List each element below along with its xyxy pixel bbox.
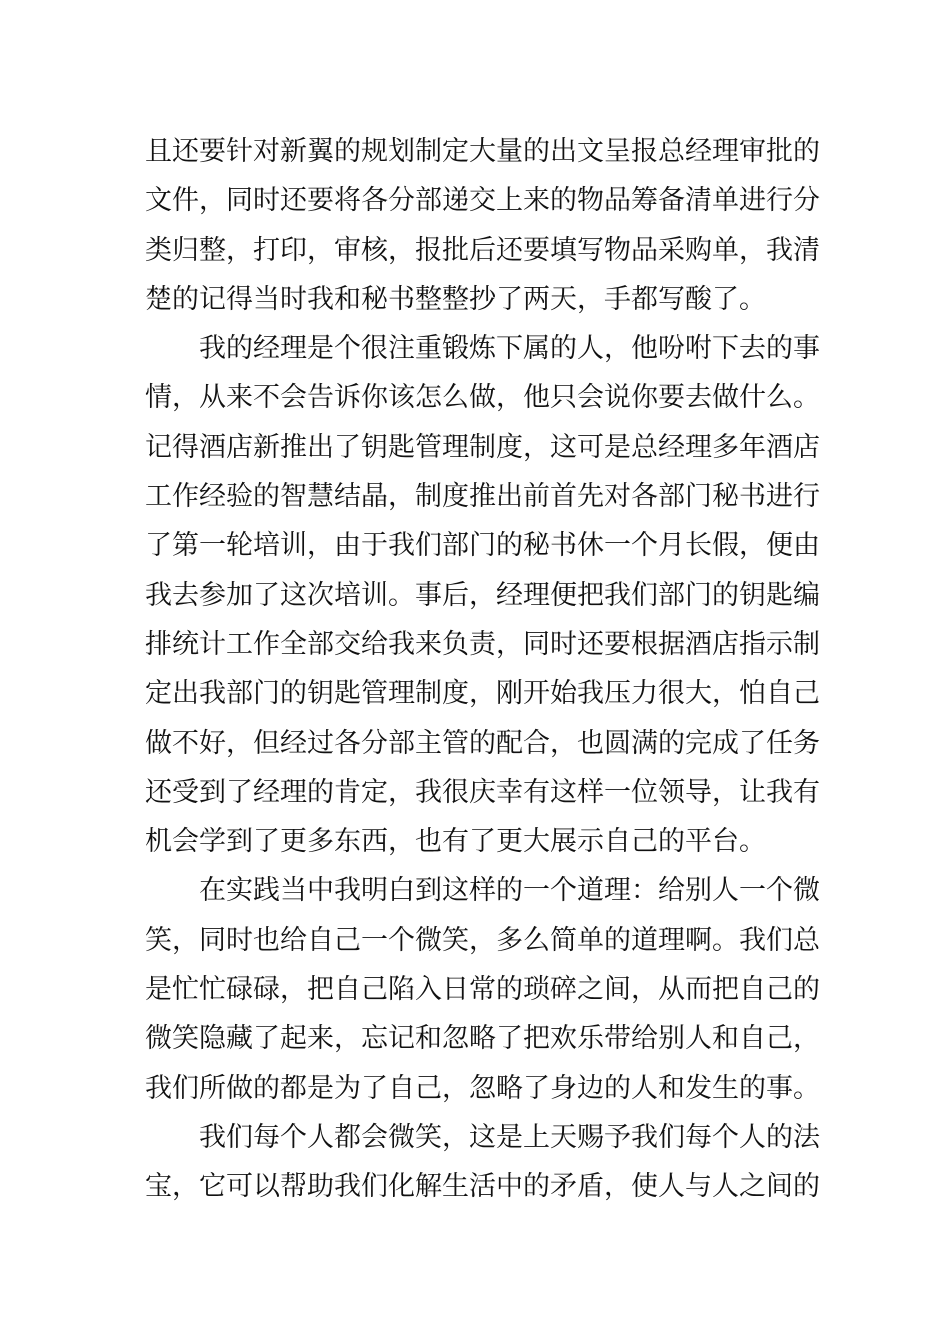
paragraph-first-line: 在实践当中我明白到这样的一个道理：给别人一个微 [199, 875, 820, 907]
paragraph-first-line: 我们每个人都会微笑，这是上天赐予我们每个人的法 [199, 1121, 820, 1153]
text-line: 且还要针对新翼的规划制定大量的出文呈报总经理审批的 [145, 136, 820, 167]
text-line: 记得酒店新推出了钥匙管理制度，这可是总经理多年酒店 [145, 431, 820, 463]
text-line: 还受到了经理的肯定，我很庆幸有这样一位领导，让我有 [145, 776, 820, 808]
body-text [145, 127, 820, 1212]
text-line: 定出我部门的钥匙管理制度，刚开始我压力很大，怕自己 [145, 678, 820, 710]
text-line: 类归整，打印，审核，报批后还要填写物品采购单，我清 [145, 234, 820, 266]
text-line: 文件，同时还要将各分部递交上来的物品筹备清单进行分 [145, 185, 820, 217]
text-line: 做不好，但经过各分部主管的配合，也圆满的完成了任务 [145, 727, 820, 759]
text-line: 宝，它可以帮助我们化解生活中的矛盾，使人与人之间的 [145, 1171, 820, 1203]
text-line: 情，从来不会告诉你该怎么做，他只会说你要去做什么。 [145, 382, 820, 414]
text-line: 了第一轮培训，由于我们部门的秘书休一个月长假，便由 [145, 530, 820, 562]
text-line: 机会学到了更多东西，也有了更大展示自己的平台。 [145, 826, 766, 858]
paragraph-first-line: 我的经理是个很注重锻炼下属的人，他吩咐下去的事 [199, 333, 820, 365]
text-line: 是忙忙碌碌，把自己陷入日常的琐碎之间，从而把自己的 [145, 974, 820, 1006]
text-line: 楚的记得当时我和秘书整整抄了两天，手都写酸了。 [145, 283, 766, 315]
text-line: 排统计工作全部交给我来负责，同时还要根据酒店指示制 [145, 628, 820, 660]
text-line: 微笑隐藏了起来，忘记和忽略了把欢乐带给别人和自己， [145, 1023, 820, 1055]
text-line: 我们所做的都是为了自己，忽略了身边的人和发生的事。 [145, 1072, 820, 1104]
text-line: 工作经验的智慧结晶，制度推出前首先对各部门秘书进行 [145, 481, 820, 513]
text-line: 笑，同时也给自己一个微笑，多么简单的道理啊。我们总 [145, 924, 820, 956]
text-line: 我去参加了这次培训。事后，经理便把我们部门的钥匙编 [145, 579, 820, 611]
